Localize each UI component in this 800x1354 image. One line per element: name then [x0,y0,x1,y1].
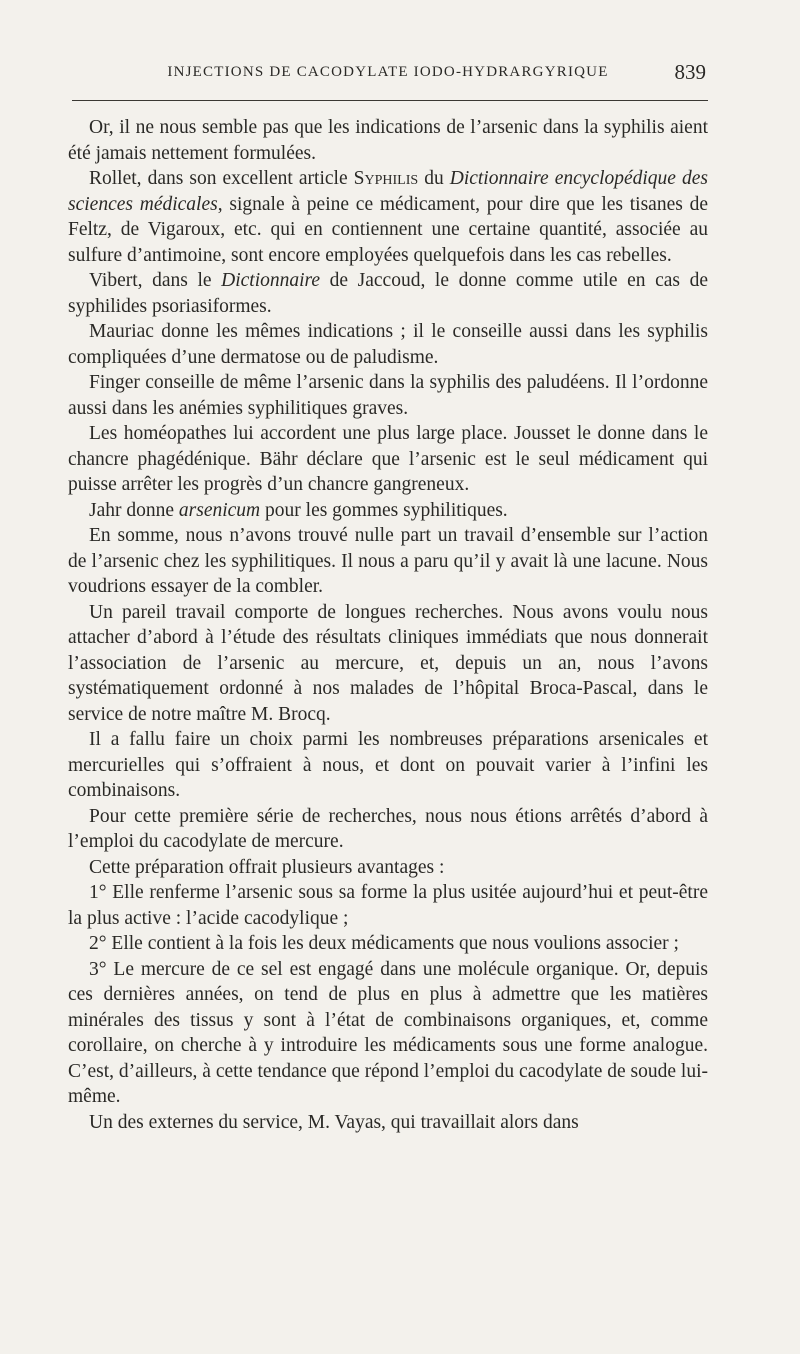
paragraph: Un des externes du service, M. Vayas, qui travaillait alors dans [89,1111,579,1133]
header-rule [72,100,708,101]
paragraph: Il a fallu faire un choix parmi les nombreuses préparations arsenicales et mercurielles qui s’offraient à nous, et dont on pouvait varier à l’infini les combinaisons. [68,729,708,801]
paragraph: Rollet, dans son excellent article Syphilis du Dictionnaire encyclopédique des sciences médicales, signale à peine ce médicament, pour dire que les tisanes de Feltz, de Vigaroux, etc. qui en contiennent une certaine quantité, associée au sulfure d’antimoine, sont encore employées quelquefois dans les cas rebelles. [68,168,709,266]
paragraph: Les homéopathes lui accordent une plus large place. Jousset le donne dans le chancre phagédénique. Bähr déclare que l’arsenic est le seul médicament qui puisse arrêter les progrès d’un chancre gangreneux. [68,423,708,495]
paragraph: Un pareil travail comporte de longues recherches. Nous avons voulu nous attacher d’abord à l’étude des résultats cliniques immédiats que nous donnerait l’association de l’arsenic au mercure, et, depuis un an, nous l’avons systématiquement ordonné à nos malades de l’hôpital Broca-Pascal, dans le service de notre maître M. Brocq. [68,601,708,725]
paragraph: Pour cette première série de recherches, nous nous étions arrêtés d’abord à l’emploi du cacodylate de mercure. [68,805,708,852]
paragraph: Vibert, dans le Dictionnaire de Jaccoud, le donne comme utile en cas de syphilides psoriasiformes. [68,270,708,317]
paragraph: 1° Elle renferme l’arsenic sous sa forme la plus usitée aujourd’hui et peut-être la plus active : l’acide cacodylique ; [68,882,708,929]
paragraph: Finger conseille de même l’arsenic dans la syphilis des paludéens. Il l’ordonne aussi dans les anémies syphilitiques graves. [68,372,708,419]
paragraph: Mauriac donne les mêmes indications ; il le conseille aussi dans les syphilis compliquées d’une dermatose ou de paludisme. [68,321,708,368]
page-header [68,58,708,88]
paragraph: En somme, nous n’avons trouvé nulle part un travail d’ensemble sur l’action de l’arsenic chez les syphilitiques. Il nous a paru qu’il y avait là une lacune. Nous voudrions essayer de la combler. [68,525,708,597]
article-title: Syphilis [353,168,419,189]
remedy-name: arsenicum [178,499,261,521]
paragraph: 2° Elle contient à la fois les deux médicaments que nous voulions associer ; [89,933,679,954]
page-number: 839 [674,60,706,84]
paragraph: Jahr donne arsenicum pour les gommes syphilitiques. [89,499,508,521]
paragraph: Or, il ne nous semble pas que les indications de l’arsenic dans la syphilis aient été jamais nettement formulées. [68,117,708,164]
book-title: Dictionnaire [221,270,321,291]
paragraph: Cette préparation offrait plusieurs avantages : [89,856,445,878]
paragraph: 3° Le mercure de ce sel est engagé dans une molécule organique. Or, depuis ces dernières années, on tend de plus en plus à admettre que les matières minérales des tissus y sont à l’état de combinaisons organiques, et, comme corollaire, on cherche à y introduire les médicaments sous une forme analogue. C’est, d’ailleurs, à cette tendance que répond l’emploi du cacodylate de soude lui-même. [68,958,709,1107]
body-text [68,115,708,1135]
book-title: Dictionnaire encyclopédique des sciences médicales [68,168,708,215]
running-title: INJECTIONS DE CACODYLATE IODO-HYDRARGYRIQUE [167,64,609,80]
